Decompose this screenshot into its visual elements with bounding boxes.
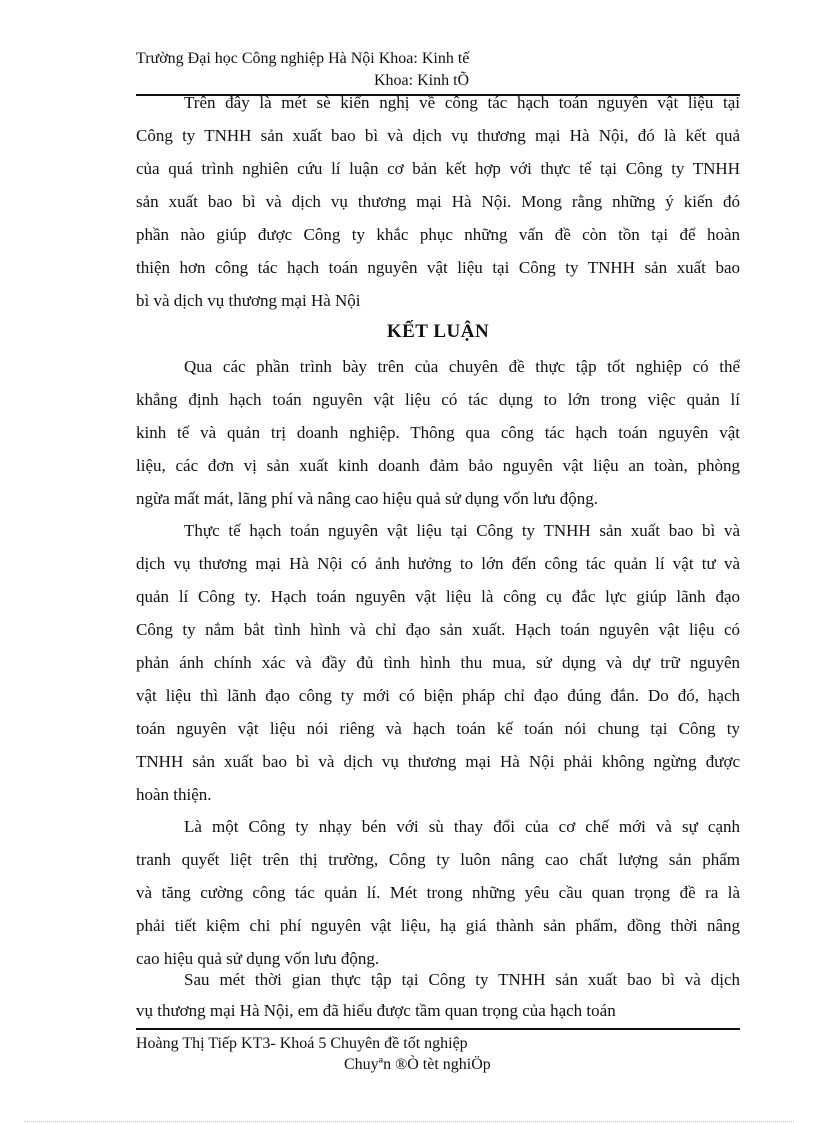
text-line: TNHH sản xuất bao bì và dịch vụ thương mại Hà Nội phải không ngừng được xyxy=(136,752,740,771)
text-line: Trên đây là mét sè kiến nghị về công tác hạch toán nguyên vật liệu tại xyxy=(184,93,740,112)
text-line: ngừa mất mát, lãng phí và nâng cao hiệu quả sử dụng vốn lưu động. xyxy=(136,489,598,508)
text-line: dịch vụ thương mại Hà Nội có ảnh hưởng to lớn đến công tác quản lí vật tư và xyxy=(136,554,740,573)
text-line: Công ty TNHH sản xuất bao bì và dịch vụ thương mại Hà Nội, đó là kết quả xyxy=(136,126,740,145)
text-line: sản xuất bao bì và dịch vụ thương mại Hà Nội. Mong rằng những ý kiến đó xyxy=(136,192,740,211)
footer-title-line: Chuyªn ®Ò tèt nghiÖp xyxy=(344,1056,491,1073)
text-line: Sau mét thời gian thực tập tại Công ty TNHH sản xuất bao bì và dịch xyxy=(184,970,740,989)
text-line: phải tiết kiệm chi phí nguyên vật liệu, hạ giá thành sản phẩm, đồng thời nâng xyxy=(136,916,740,935)
conclusion-title: KẾT LUẬN xyxy=(386,321,490,342)
text-line: Là một Công ty nhạy bén với sù thay đổi của cơ chế mới và sự cạnh xyxy=(184,817,740,836)
text-line: khẳng định hạch toán nguyên vật liệu có tác dụng to lớn trong việc quản lí xyxy=(136,390,740,409)
text-line: cao hiệu quả sử dụng vốn lưu động. xyxy=(136,949,380,968)
text-line: phản ánh chính xác và đầy đủ tình hình thu mua, sử dụng và dự trữ nguyên xyxy=(136,653,740,672)
header-faculty-line: Khoa: Kinh tÕ xyxy=(374,72,470,89)
text-line: tranh quyết liệt trên thị trường, Công ty luôn nâng cao chất lượng sản phẩm xyxy=(136,850,740,869)
header-school-line: Trường Đại học Công nghiệp Hà Nội Khoa: Kinh tế xyxy=(136,50,470,67)
text-line: thiện hơn công tác hạch toán nguyên vật liệu tại Công ty TNHH sản xuất bao xyxy=(136,258,740,277)
text-line: Thực tế hạch toán nguyên vật liệu tại Công ty TNHH sản xuất bao bì và xyxy=(184,521,740,540)
text-line: của quá trình nghiên cứu lí luận cơ bản kết hợp với thực tế tại Công ty TNHH xyxy=(136,159,740,178)
text-line: phần nào giúp được Công ty khắc phục những vấn đề còn tồn tại để hoàn xyxy=(136,225,740,244)
text-line: vụ thương mại Hà Nội, em đã hiểu được tầm quan trọng của hạch toán xyxy=(136,1001,616,1020)
text-line: liệu, các đơn vị sản xuất kinh doanh đảm bảo nguyên vật liệu an toàn, phòng xyxy=(136,456,740,475)
page-edge-dotted-line xyxy=(24,1121,794,1122)
text-line: và tăng cường công tác quản lí. Mét trong những yêu cầu quan trọng đề ra là xyxy=(136,883,740,902)
text-line: vật liệu thì lãnh đạo công ty mới có biện pháp chỉ đạo đúng đắn. Do đó, hạch xyxy=(136,686,740,705)
text-line: quản lí Công ty. Hạch toán nguyên vật liệu là công cụ đắc lực giúp lãnh đạo xyxy=(136,587,740,606)
text-line: hoàn thiện. xyxy=(136,785,212,804)
text-line: Qua các phần trình bày trên của chuyên đề thực tập tốt nghiệp có thể xyxy=(184,357,740,376)
text-line: Công ty nắm bắt tình hình và chỉ đạo sản xuất. Hạch toán nguyên vật liệu có xyxy=(136,620,740,639)
footer-author-line: Hoàng Thị Tiếp KT3- Khoá 5 Chuyên đề tốt nghiệp xyxy=(136,1035,468,1052)
footer-rule xyxy=(136,1028,740,1030)
text-line: bì và dịch vụ thương mại Hà Nội xyxy=(136,291,361,310)
text-line: toán nguyên vật liệu nói riêng và hạch toán kế toán nói chung tại Công ty xyxy=(136,719,740,738)
text-line: kinh tế và quản trị doanh nghiệp. Thông qua công tác hạch toán nguyên vật xyxy=(136,423,740,442)
